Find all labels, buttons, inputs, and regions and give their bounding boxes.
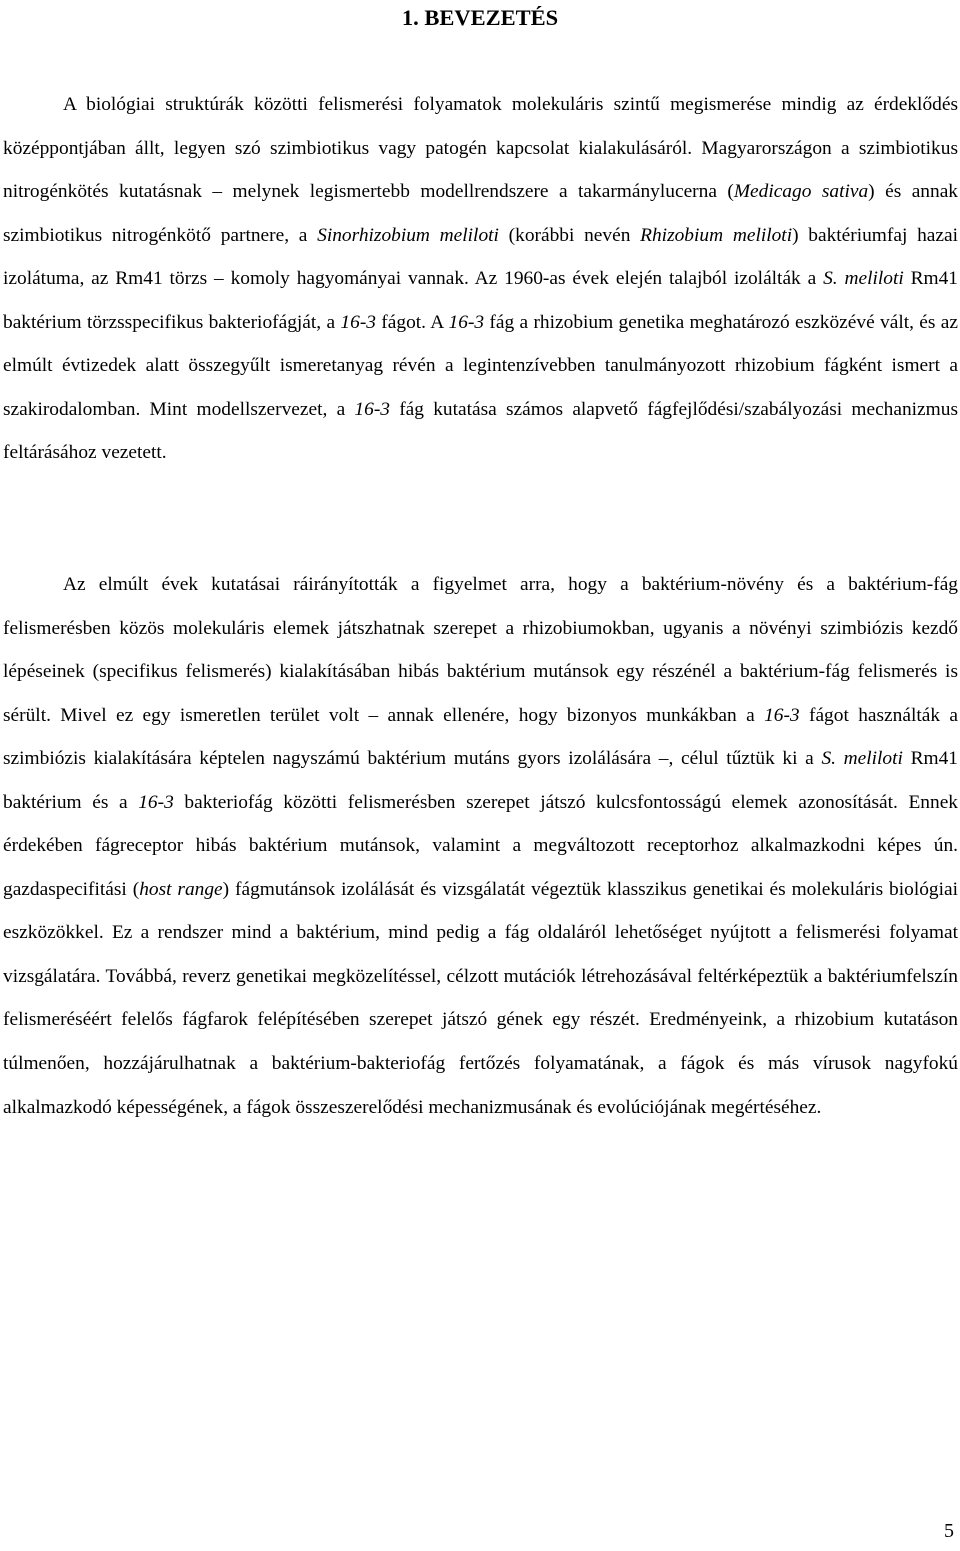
text-run: A biológiai struktúrák közötti felismerési folyamatok molekuláris szintű megismerése mindig az érdeklődés középpontjában állt, legyen szó szimbiotikus vagy patogén kapcsolat kialakulásáról. Magyarországon a szimbiotikus nitrogénkötés kutatásnak – melynek legismertebb modellrendszere a takarmánylucerna ( — [3, 94, 958, 203]
italic-term: Medicago sativa — [733, 181, 869, 203]
paragraph-introduction — [3, 83, 958, 475]
section-heading: 1. BEVEZETÉS — [401, 5, 559, 30]
italic-term: host range — [139, 878, 223, 900]
text-run: bakteriofág közötti felismerésben szerepet játszó kulcsfontosságú elemek azonosítását. Ennek érdekében fágreceptor hibás baktérium mutánsok, valamint a megváltozott receptorhoz alkalmazkodni képes ún. gazdaspecifitási ( — [3, 791, 958, 900]
italic-term: 16-3 — [138, 791, 174, 813]
italic-term: Rhizobium meliloti — [640, 224, 793, 246]
italic-term: Sinorhizobium meliloti — [317, 224, 499, 246]
italic-term: 16-3 — [340, 311, 376, 333]
text-run: ) baktériumfaj hazai izolátuma, az Rm41 törzs – komoly hagyományai vannak. Az 1960-as évek elején talajból izolálták a — [3, 224, 958, 290]
italic-term: S. meliloti — [823, 268, 904, 290]
paragraph-research-aims — [3, 563, 958, 1129]
text-run: (korábbi nevén — [498, 224, 641, 246]
italic-term: S. meliloti — [821, 748, 903, 770]
italic-term: 16-3 — [764, 704, 800, 726]
italic-term: 16-3 — [448, 311, 485, 333]
text-run: fág a rhizobium genetika meghatározó eszközévé vált, és az elmúlt évtizedek alatt összegyűlt ismeretanyag révén a legintenzívebben tanulmányozott rhizobium fágként ismert a szakirodalomban. Mint modellszervezet, a — [3, 311, 958, 420]
text-run: fágot. A — [375, 311, 449, 333]
page-number: 5 — [944, 1520, 954, 1542]
italic-term: 16-3 — [354, 398, 390, 420]
text-run: fág kutatása számos alapvető fágfejlődési/szabályozási mechanizmus feltárásához vezetett. — [3, 398, 958, 464]
text-run: ) fágmutánsok izolálását és vizsgálatát végeztük klasszikus genetikai és molekuláris biológiai eszközökkel. Ez a rendszer mind a baktérium, mind pedig a fág oldaláról lehetőséget nyújtott a felismerési folyamat vizsgálatára. Továbbá, reverz genetikai megközelítéssel, célzott mutációk létrehozásával feltérképeztük a baktériumfelszín felismeréséért felelős fágfarok felépítésében szerepet játszó gének egy részét. Eredményeink, a rhizobium kutatáson túlmenően, hozzájárulhatnak a baktérium-bakteriofág fertőzés folyamatának, a fágok és más vírusok nagyfokú alkalmazkodó képességének, a fágok összeszerelődési mechanizmusának és evolúciójának megértéséhez. — [3, 878, 958, 1118]
text-run: ) és annak szimbiotikus nitrogénkötő partnere, a — [3, 181, 959, 246]
text-run: fágot használták a szimbiózis kialakítására képtelen nagyszámú baktérium mutáns gyors izolálására –, célul tűztük ki a — [3, 704, 958, 770]
text-run: Az elmúlt évek kutatásai ráirányították a figyelmet arra, hogy a baktérium-növény és a baktérium-fág felismerésben közös molekuláris elemek játszhatnak szerepet a rhizobiumokban, ugyanis a növényi szimbiózis kezdő lépéseinek (specifikus felismerés) kialakításában hibás baktérium mutánsok egy részénél a baktérium-fág felismerés is sérült. Mivel ez egy ismeretlen terület volt – annak ellenére, hogy bizonyos munkákban a — [3, 574, 958, 726]
text-run: Rm41 baktérium törzsspecifikus bakteriofágját, a — [3, 268, 958, 333]
text-run: Rm41 baktérium és a — [3, 748, 958, 813]
